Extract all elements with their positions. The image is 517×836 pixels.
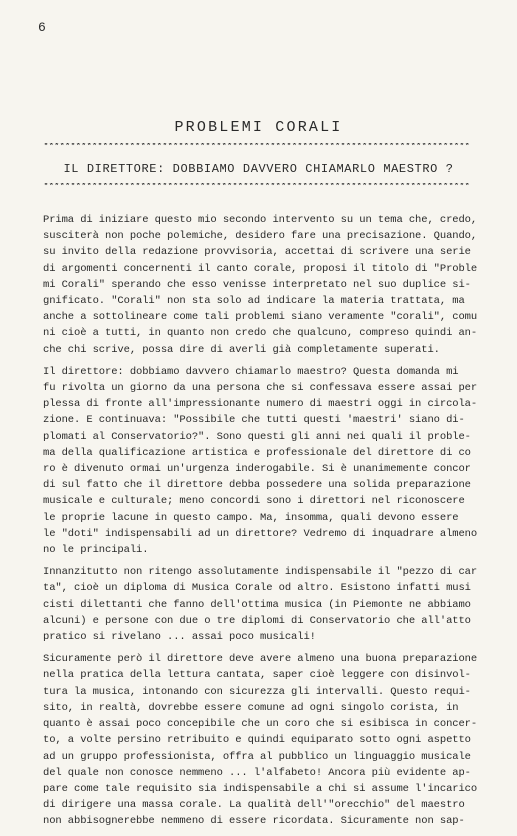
separator-top: ******************************************************************************* — [43, 143, 470, 153]
text-line: Innanzitutto non ritengo assolutamente indispensabile il "pezzo di car — [43, 566, 478, 579]
text-line: ad un gruppo professionista, offra al pubblico un linguaggio musicale — [43, 750, 471, 763]
text-line: Sicuramente però il direttore deve avere almeno una buona preparazione — [43, 653, 478, 666]
text-line: fu rivolta un giorno da una persona che si confessava essere assai per — [43, 382, 478, 395]
text-line: di dirigere una massa corale. La qualità dell'"orecchio" del maestro — [43, 799, 465, 812]
text-line: pare come tale requisito sia indispensabile a chi si assume l'incarico — [43, 782, 478, 795]
text-line: di argomenti concernenti il canto corale, proposi il titolo di "Proble — [43, 262, 478, 275]
text-line: mi Corali" sperando che esso venisse interpretato nel suo duplice si- — [43, 278, 471, 291]
text-line: to, a volte persino retribuito e quindi equiparato sotto ogni aspetto — [43, 734, 471, 747]
page-number: 6 — [38, 20, 46, 35]
text-line: zione. E continuava: "Possibile che tutti questi 'maestri' siano di- — [43, 414, 465, 427]
text-line: che chi scrive, possa dire di averli già completamente superati. — [43, 343, 440, 356]
text-line: cisti dilettanti che fanno dell'ottima musica (in Piemonte ne abbiamo — [43, 598, 471, 611]
paragraph — [43, 564, 488, 645]
text-line: ma della qualificazione artistica e professionale del direttore di co — [43, 446, 471, 459]
text-line: plessa di fronte all'impressionante numero di maestri oggi in circola- — [43, 398, 478, 411]
text-line: anche a sottolineare come tali problemi siano veramente "corali", comu — [43, 311, 478, 324]
separator-bottom: ******************************************************************************* — [43, 183, 470, 193]
text-line: ro è divenuto ormai un'urgenza inderogabile. Si è unanimemente concor — [43, 463, 471, 476]
article-subtitle: IL DIRETTORE: DOBBIAMO DAVVERO CHIAMARLO MAESTRO ? — [63, 162, 454, 176]
text-line: Prima di iniziare questo mio secondo intervento su un tema che, credo, — [43, 214, 478, 226]
text-line: di sul fatto che il direttore debba possedere una solida preparazione — [43, 479, 471, 492]
text-line: pratico si rivelano ... assai poco musicali! — [43, 631, 316, 644]
text-line: Il direttore: dobbiamo davvero chiamarlo maestro? Questa domanda mi — [43, 365, 459, 378]
article-body — [43, 212, 488, 836]
text-line: non abbisognerebbe nemmeno di essere ricordata. Sicuramente non sap- — [43, 815, 465, 828]
text-line: del quale non conosce nemmeno ... l'alfabeto! Ancora più evidente ap- — [43, 766, 471, 779]
text-line: no le principali. — [43, 544, 149, 557]
paragraph — [43, 364, 488, 558]
text-line: musicale e culturale; meno concordi sono i direttori nel riconoscere — [43, 495, 465, 508]
text-line: susciterà non poche polemiche, desidero fare una precisazione. Quando, — [43, 230, 478, 243]
paragraph — [43, 212, 488, 358]
text-line: gnificato. "Corali" non sta solo ad indicare la materia trattata, ma — [43, 295, 465, 308]
text-line: le proprie lacune in questo campo. Ma, insomma, quali devono essere — [43, 511, 459, 524]
text-line: su invito della redazione provvisoria, accettai di scrivere una serie — [43, 246, 471, 259]
text-line: plomati al Conservatorio?". Sono questi gli anni nei quali il proble- — [43, 430, 471, 443]
text-line: sito, in realtà, dovrebbe essere comune ad ogni singolo corista, in — [43, 701, 459, 714]
text-line: alcuni) e persone con due o tre diplomi di Conservatorio che all'atto — [43, 614, 471, 627]
text-line: le "doti" indispensabili ad un direttore? Vedremo di inquadrare almeno — [43, 527, 478, 540]
text-line: nella pratica della lettura cantata, saper cioè leggere con disinvol- — [43, 669, 471, 682]
text-line: tura la musica, intonando con sicurezza gli intervalli. Questo requi- — [43, 685, 471, 698]
text-line: ta", cioè un diploma di Musica Corale od altro. Esistono infatti musi — [43, 582, 471, 595]
text-line: quanto è assai poco concepibile che un coro che si esibisca in concer- — [43, 718, 478, 731]
text-line: ni cioè a tutti, in quanto non credo che qualcuno, compreso quindi an- — [43, 327, 478, 340]
section-title: PROBLEMI CORALI — [174, 119, 343, 136]
